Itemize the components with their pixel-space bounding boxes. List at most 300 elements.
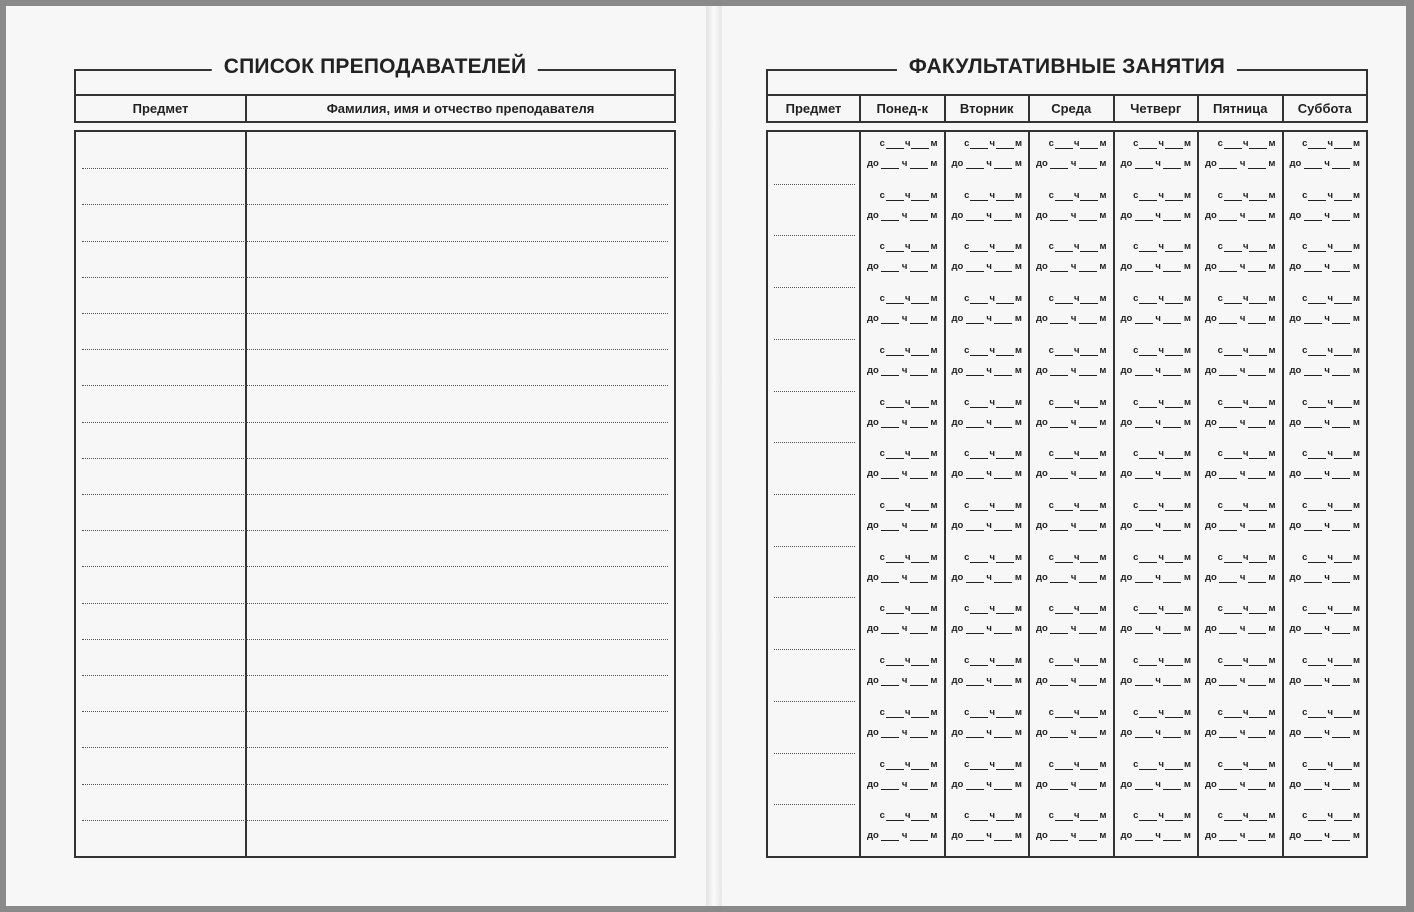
time-from-line [964, 241, 1022, 252]
time-slot [1288, 235, 1363, 283]
minutes-abbr: м [1352, 603, 1360, 614]
hours-abbr: ч [1239, 468, 1246, 479]
hours-blank [970, 449, 988, 459]
hours-abbr: ч [1327, 138, 1333, 149]
hours-blank [1055, 139, 1073, 149]
hours-abbr: ч [1158, 448, 1164, 459]
time-slot [950, 339, 1025, 387]
to-prefix: до [1036, 727, 1048, 738]
time-to-line [1290, 675, 1361, 686]
time-from-line [1302, 707, 1360, 718]
teacher-row-line [82, 422, 668, 423]
minutes-abbr: м [930, 830, 938, 841]
hours-blank [1304, 314, 1322, 324]
hours-blank [970, 501, 988, 511]
minutes-abbr: м [1268, 241, 1276, 252]
time-slot [865, 546, 940, 594]
hours-blank [1139, 449, 1157, 459]
time-from-line [964, 810, 1022, 821]
time-from-line [1049, 707, 1107, 718]
to-prefix: до [1289, 468, 1302, 479]
column-header-saturday: Суббота [1297, 101, 1352, 116]
time-to-line [867, 830, 938, 841]
minutes-abbr: м [1183, 313, 1191, 324]
hours-blank [1050, 676, 1068, 686]
time-to-line [1205, 158, 1276, 169]
minutes-blank [1165, 501, 1183, 511]
minutes-blank [911, 553, 929, 563]
hours-blank [1050, 831, 1068, 841]
minutes-abbr: м [1183, 727, 1191, 738]
minutes-blank [996, 656, 1014, 666]
time-from-line [1049, 500, 1107, 511]
time-slot [950, 753, 1025, 801]
time-from-line [1133, 190, 1191, 201]
minutes-abbr: м [1268, 572, 1276, 583]
time-slot [950, 494, 1025, 542]
hours-abbr: ч [1158, 397, 1164, 408]
time-to-line [867, 520, 938, 531]
to-prefix: до [1120, 158, 1133, 169]
minutes-abbr: м [1183, 572, 1191, 583]
hours-blank [1224, 346, 1242, 356]
from-prefix: с [879, 707, 885, 718]
time-to-line [952, 261, 1023, 272]
to-prefix: до [1120, 210, 1133, 221]
hours-blank [1308, 760, 1326, 770]
hours-abbr: ч [989, 190, 995, 201]
time-to-line [1036, 313, 1107, 324]
to-prefix: до [867, 779, 879, 790]
hours-blank [1055, 294, 1073, 304]
time-to-line [952, 623, 1023, 634]
time-to-line [1290, 158, 1361, 169]
minutes-blank [911, 811, 929, 821]
minutes-abbr: м [1352, 261, 1360, 272]
time-from-line [880, 500, 938, 511]
subject-row-line [774, 753, 855, 754]
hours-abbr: ч [1158, 500, 1164, 511]
hours-blank [966, 676, 984, 686]
time-to-line [952, 365, 1023, 376]
minutes-abbr: м [1268, 261, 1276, 272]
time-to-line [1205, 313, 1276, 324]
hours-blank [1308, 553, 1326, 563]
teacher-row-line [82, 639, 668, 640]
time-slot [1203, 132, 1278, 180]
time-slot [1203, 442, 1278, 490]
hours-blank [970, 139, 988, 149]
to-prefix: до [1289, 830, 1302, 841]
time-slot [1034, 753, 1109, 801]
hours-blank [966, 780, 984, 790]
hours-blank [1135, 676, 1153, 686]
from-prefix: с [1133, 707, 1139, 718]
minutes-blank [1163, 521, 1181, 531]
from-prefix: с [1048, 707, 1054, 718]
hours-abbr: ч [1073, 397, 1080, 408]
minutes-abbr: м [1014, 261, 1022, 272]
minutes-abbr: м [1183, 210, 1191, 221]
minutes-blank [911, 501, 929, 511]
subject-column [768, 132, 861, 856]
hours-abbr: ч [1158, 345, 1164, 356]
hours-abbr: ч [1073, 759, 1080, 770]
hours-abbr: ч [904, 138, 911, 149]
hours-blank [1224, 553, 1242, 563]
time-to-line [1290, 623, 1361, 634]
time-slot [865, 391, 940, 439]
from-prefix: с [1048, 293, 1054, 304]
minutes-abbr: м [1183, 810, 1191, 821]
to-prefix: до [1120, 313, 1133, 324]
hours-blank [970, 811, 988, 821]
hours-abbr: ч [904, 707, 911, 718]
hours-abbr: ч [1070, 313, 1077, 324]
minutes-abbr: м [1268, 707, 1276, 718]
minutes-abbr: м [1352, 468, 1360, 479]
minutes-blank [1248, 418, 1266, 428]
teacher-row-line [82, 204, 668, 205]
hours-abbr: ч [1073, 448, 1080, 459]
minutes-blank [1332, 728, 1350, 738]
time-from-line [880, 241, 938, 252]
hours-abbr: ч [901, 261, 908, 272]
page-title: СПИСОК ПРЕПОДАВАТЕЛЕЙ [212, 55, 538, 79]
to-prefix: до [867, 468, 879, 479]
from-prefix: с [1217, 293, 1223, 304]
hours-abbr: ч [1239, 572, 1246, 583]
hours-blank [1224, 449, 1242, 459]
hours-blank [1224, 398, 1242, 408]
minutes-abbr: м [1352, 623, 1360, 634]
minutes-abbr: м [930, 397, 938, 408]
from-prefix: с [1133, 655, 1139, 666]
hours-abbr: ч [1155, 675, 1161, 686]
subject-row-line [774, 494, 855, 495]
time-from-line [964, 397, 1022, 408]
minutes-blank [911, 294, 929, 304]
time-from-line [964, 448, 1022, 459]
minutes-abbr: м [930, 190, 938, 201]
minutes-abbr: м [1183, 623, 1191, 634]
hours-abbr: ч [901, 727, 908, 738]
hours-abbr: ч [1242, 810, 1249, 821]
minutes-blank [1332, 314, 1350, 324]
minutes-blank [1248, 314, 1266, 324]
left-page [6, 6, 706, 906]
minutes-abbr: м [1014, 572, 1022, 583]
to-prefix: до [1205, 417, 1217, 428]
hours-blank [881, 728, 899, 738]
minutes-abbr: м [1183, 655, 1191, 666]
time-to-line [867, 675, 938, 686]
hours-blank [966, 573, 984, 583]
minutes-blank [911, 139, 929, 149]
hours-blank [1304, 418, 1322, 428]
time-from-line [964, 500, 1022, 511]
minutes-blank [1080, 656, 1098, 666]
minutes-blank [1163, 314, 1181, 324]
minutes-blank [1332, 573, 1350, 583]
time-to-line [867, 365, 938, 376]
hours-abbr: ч [1324, 675, 1330, 686]
minutes-blank [911, 604, 929, 614]
time-from-line [964, 707, 1022, 718]
minutes-abbr: м [1268, 759, 1276, 770]
minutes-blank [911, 449, 929, 459]
time-from-line [1049, 293, 1107, 304]
minutes-blank [1332, 780, 1350, 790]
subject-row-line [774, 649, 855, 650]
subject-row-line [774, 546, 855, 547]
hours-blank [1304, 159, 1322, 169]
hours-blank [1135, 159, 1153, 169]
hours-blank [1050, 262, 1068, 272]
hours-blank [966, 624, 984, 634]
from-prefix: с [1217, 759, 1223, 770]
minutes-abbr: м [1099, 210, 1107, 221]
hours-blank [1139, 708, 1157, 718]
minutes-blank [1249, 449, 1267, 459]
hours-blank [886, 553, 904, 563]
hours-abbr: ч [1155, 830, 1161, 841]
minutes-abbr: м [930, 572, 938, 583]
to-prefix: до [1036, 520, 1048, 531]
hours-abbr: ч [986, 313, 992, 324]
time-slot [950, 649, 1025, 697]
hours-blank [886, 708, 904, 718]
from-prefix: с [964, 241, 970, 252]
hours-abbr: ч [1242, 345, 1249, 356]
time-from-line [1302, 138, 1360, 149]
from-prefix: с [1302, 655, 1308, 666]
from-prefix: с [1048, 241, 1054, 252]
subject-row-line [774, 597, 855, 598]
minutes-blank [1165, 708, 1183, 718]
minutes-abbr: м [1268, 675, 1276, 686]
minutes-abbr: м [1099, 261, 1107, 272]
time-slot [950, 184, 1025, 232]
hours-blank [1139, 294, 1157, 304]
to-prefix: до [1289, 520, 1302, 531]
time-from-line [1218, 448, 1276, 459]
hours-abbr: ч [901, 572, 908, 583]
time-from-line [880, 345, 938, 356]
minutes-blank [1249, 346, 1267, 356]
time-slot [1203, 649, 1278, 697]
to-prefix: до [1205, 572, 1217, 583]
minutes-abbr: м [1268, 365, 1276, 376]
hours-blank [966, 469, 984, 479]
hours-abbr: ч [1070, 158, 1077, 169]
hours-abbr: ч [901, 468, 908, 479]
time-from-line [1049, 138, 1107, 149]
minutes-blank [1079, 418, 1097, 428]
minutes-abbr: м [1183, 158, 1191, 169]
minutes-blank [1165, 449, 1183, 459]
hours-blank [881, 418, 899, 428]
hours-blank [886, 656, 904, 666]
minutes-abbr: м [1183, 830, 1191, 841]
minutes-blank [1080, 604, 1098, 614]
time-slot [1034, 442, 1109, 490]
hours-abbr: ч [1070, 261, 1077, 272]
hours-blank [1135, 262, 1153, 272]
time-slot [1034, 649, 1109, 697]
hours-abbr: ч [1070, 468, 1077, 479]
minutes-blank [994, 728, 1012, 738]
hours-abbr: ч [1324, 468, 1330, 479]
minutes-blank [1163, 262, 1181, 272]
minutes-abbr: м [1268, 138, 1276, 149]
to-prefix: до [951, 623, 964, 634]
time-from-line [1218, 810, 1276, 821]
hours-abbr: ч [1155, 572, 1161, 583]
to-prefix: до [1120, 727, 1133, 738]
minutes-blank [1080, 553, 1098, 563]
time-from-line [1302, 397, 1360, 408]
hours-abbr: ч [989, 707, 995, 718]
minutes-blank [1079, 728, 1097, 738]
minutes-abbr: м [1099, 727, 1107, 738]
to-prefix: до [1205, 520, 1217, 531]
time-to-line [1121, 158, 1192, 169]
time-from-line [1218, 500, 1276, 511]
minutes-blank [996, 191, 1014, 201]
minutes-abbr: м [1099, 345, 1107, 356]
hours-blank [970, 553, 988, 563]
hours-blank [1308, 139, 1326, 149]
time-slot [865, 804, 940, 852]
hours-abbr: ч [904, 241, 911, 252]
from-prefix: с [1133, 759, 1139, 770]
column-header-subject: Предмет [76, 96, 247, 123]
page-title: ФАКУЛЬТАТИВНЫЕ ЗАНЯТИЯ [897, 55, 1237, 79]
minutes-blank [996, 398, 1014, 408]
hours-abbr: ч [1158, 138, 1164, 149]
to-prefix: до [1289, 623, 1302, 634]
hours-blank [1135, 624, 1153, 634]
hours-abbr: ч [904, 810, 911, 821]
minutes-blank [1165, 656, 1183, 666]
from-prefix: с [1048, 500, 1054, 511]
time-slot [865, 494, 940, 542]
minutes-abbr: м [1352, 448, 1360, 459]
minutes-abbr: м [1183, 779, 1191, 790]
minutes-blank [1163, 418, 1181, 428]
time-to-line [867, 727, 938, 738]
minutes-blank [911, 656, 929, 666]
to-prefix: до [1036, 572, 1048, 583]
hours-abbr: ч [1239, 675, 1246, 686]
time-to-line [952, 158, 1023, 169]
hours-blank [1219, 624, 1237, 634]
time-to-line [1121, 727, 1192, 738]
hours-blank [1224, 811, 1242, 821]
minutes-blank [1165, 346, 1183, 356]
minutes-abbr: м [930, 810, 938, 821]
hours-abbr: ч [904, 603, 911, 614]
minutes-abbr: м [1352, 210, 1360, 221]
hours-blank [1135, 211, 1153, 221]
minutes-abbr: м [1014, 397, 1022, 408]
hours-blank [1139, 501, 1157, 511]
subject-row-line [774, 339, 855, 340]
time-slot [1203, 287, 1278, 335]
hours-abbr: ч [904, 759, 911, 770]
time-from-line [1049, 603, 1107, 614]
minutes-blank [910, 159, 928, 169]
from-prefix: с [1133, 500, 1139, 511]
hours-blank [1135, 366, 1153, 376]
time-to-line [1290, 520, 1361, 531]
hours-blank [881, 573, 899, 583]
minutes-blank [911, 346, 929, 356]
to-prefix: до [1205, 365, 1217, 376]
hours-blank [881, 314, 899, 324]
from-prefix: с [1302, 759, 1308, 770]
hours-blank [970, 656, 988, 666]
time-to-line [1205, 572, 1276, 583]
to-prefix: до [1036, 158, 1048, 169]
to-prefix: до [1120, 468, 1133, 479]
hours-abbr: ч [1324, 623, 1330, 634]
time-from-line [880, 603, 938, 614]
minutes-abbr: м [1268, 210, 1276, 221]
minutes-blank [1332, 676, 1350, 686]
minutes-blank [994, 262, 1012, 272]
minutes-blank [1249, 242, 1267, 252]
hours-blank [1304, 262, 1322, 272]
minutes-blank [910, 676, 928, 686]
minutes-blank [1165, 553, 1183, 563]
time-from-line [1133, 707, 1191, 718]
time-slot [1203, 546, 1278, 594]
minutes-abbr: м [1183, 261, 1191, 272]
time-slot [1203, 391, 1278, 439]
minutes-abbr: м [930, 345, 938, 356]
time-from-line [1218, 655, 1276, 666]
hours-blank [886, 501, 904, 511]
minutes-blank [1334, 191, 1352, 201]
time-to-line [1121, 779, 1192, 790]
time-from-line [1218, 552, 1276, 563]
minutes-abbr: м [1268, 448, 1276, 459]
minutes-blank [1248, 780, 1266, 790]
hours-blank [1055, 553, 1073, 563]
time-from-line [1049, 345, 1107, 356]
hours-abbr: ч [904, 397, 911, 408]
hours-abbr: ч [1239, 727, 1246, 738]
minutes-abbr: м [1183, 759, 1191, 770]
to-prefix: до [951, 158, 964, 169]
minutes-blank [1165, 139, 1183, 149]
from-prefix: с [964, 810, 970, 821]
minutes-blank [1079, 211, 1097, 221]
hours-abbr: ч [986, 623, 992, 634]
from-prefix: с [1048, 345, 1054, 356]
from-prefix: с [1133, 345, 1139, 356]
minutes-blank [1332, 831, 1350, 841]
to-prefix: до [1205, 623, 1217, 634]
hours-abbr: ч [989, 810, 995, 821]
hours-blank [1308, 191, 1326, 201]
book-gutter [706, 6, 722, 906]
minutes-abbr: м [1099, 138, 1107, 149]
hours-blank [886, 346, 904, 356]
to-prefix: до [867, 675, 879, 686]
